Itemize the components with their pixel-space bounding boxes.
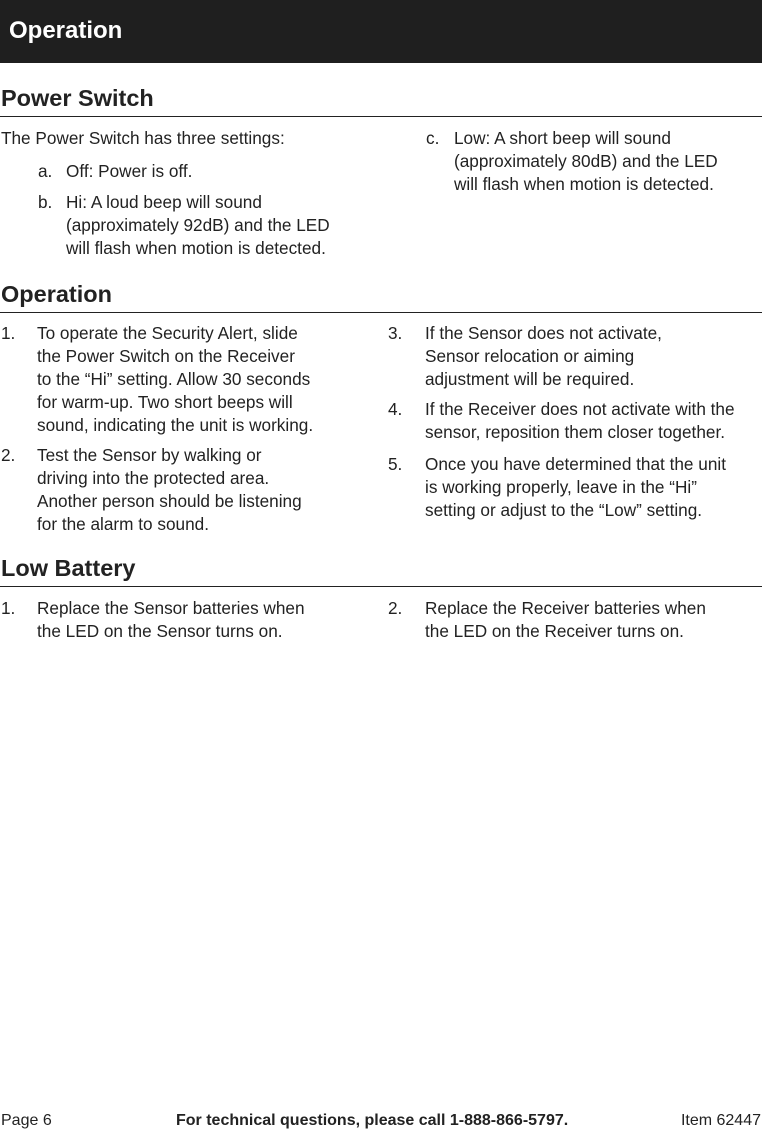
- banner-title: Operation: [9, 17, 123, 44]
- list-text: Replace the Receiver batteries when the LED on the Receiver turns on.: [425, 598, 706, 641]
- list-text: Test the Sensor by walking or driving into the protected area. Another person should be listening for the alarm to sound.: [37, 445, 302, 534]
- list-text: Low: A short beep will sound (approximately 80dB) and the LED will flash when motion is detected.: [454, 128, 718, 194]
- page-number: Page 6: [1, 1112, 52, 1129]
- list-marker: 2.: [388, 598, 403, 618]
- list-marker: 2.: [1, 445, 16, 465]
- low-battery-heading: [0, 554, 762, 587]
- operation-heading-text: Operation: [1, 281, 112, 307]
- section-banner: [0, 0, 762, 63]
- power-switch-heading: [0, 84, 762, 117]
- list-text: Replace the Sensor batteries when the LED on the Sensor turns on.: [37, 598, 305, 641]
- list-text: Off: Power is off.: [66, 161, 193, 181]
- list-marker: 5.: [388, 454, 403, 474]
- list-text: To operate the Security Alert, slide the Power Switch on the Receiver to the “Hi” setting. Allow 30 seconds for warm-up. Two short beeps will sound, indicating the unit is working.: [37, 323, 314, 435]
- list-text: Once you have determined that the unit is working properly, leave in the “Hi” setting or adjust to the “Low” setting.: [425, 454, 726, 520]
- list-marker: c.: [426, 128, 440, 148]
- list-marker: a.: [38, 161, 53, 181]
- list-marker: 1.: [1, 598, 16, 618]
- list-marker: 4.: [388, 399, 403, 419]
- low-battery-heading-text: Low Battery: [1, 555, 136, 581]
- power-switch-heading-text: Power Switch: [1, 85, 154, 111]
- list-marker: 1.: [1, 323, 16, 343]
- operation-heading: [0, 280, 762, 313]
- support-phone-note: For technical questions, please call 1-888-866-5797.: [176, 1112, 569, 1129]
- power-switch-intro: The Power Switch has three settings:: [1, 128, 285, 148]
- list-marker: 3.: [388, 323, 403, 343]
- list-text: If the Receiver does not activate with the sensor, reposition them closer together.: [425, 399, 735, 442]
- item-number: Item 62447: [680, 1112, 761, 1129]
- list-text: If the Sensor does not activate, Sensor relocation or aiming adjustment will be required.: [425, 323, 662, 389]
- list-marker: b.: [38, 192, 53, 212]
- list-text: Hi: A loud beep will sound (approximately 92dB) and the LED will flash when motion is detected.: [66, 192, 330, 258]
